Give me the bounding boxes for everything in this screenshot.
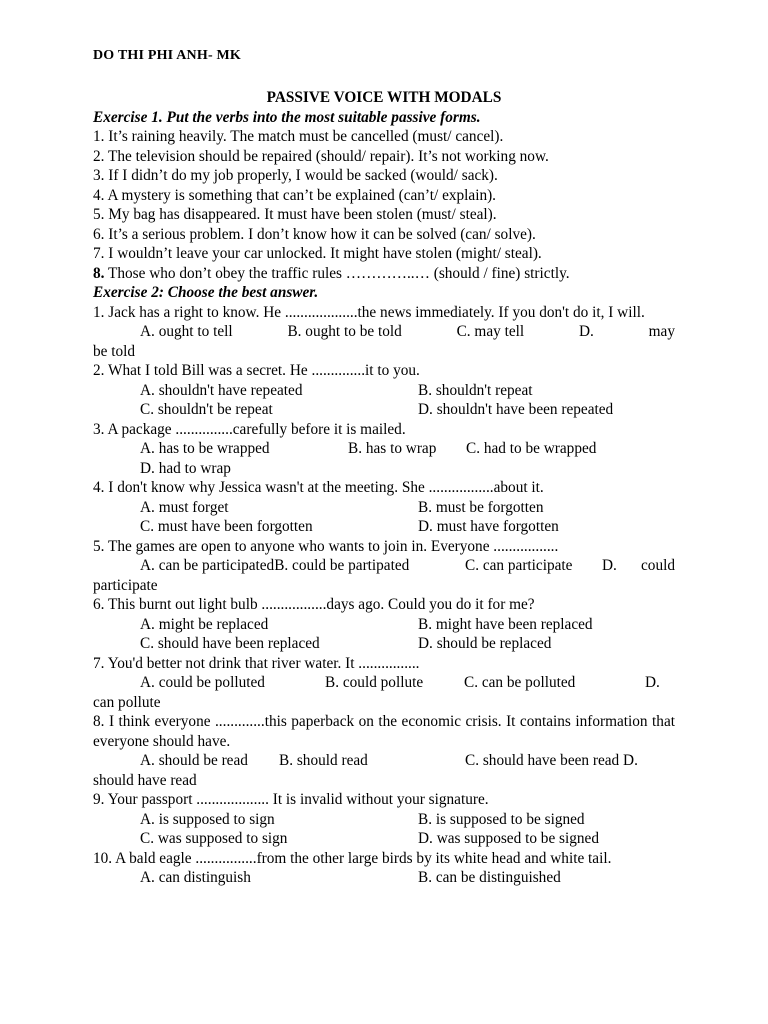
ex1-item: 6. It’s a serious problem. I don’t know how it can be solved (can/ solve). bbox=[93, 225, 536, 243]
ex1-item8-text: Those who don’t obey the traffic rules …………..… (should / fine) strictly. bbox=[104, 264, 570, 282]
worksheet-title: PASSIVE VOICE WITH MODALS bbox=[266, 89, 502, 106]
option-a: A. could be polluted bbox=[140, 674, 265, 691]
option-d: D. bbox=[602, 557, 617, 574]
option-b: B. has to wrap bbox=[348, 440, 437, 457]
option-c: C. can be polluted bbox=[464, 674, 576, 691]
option-d: D. must have forgotten bbox=[418, 518, 559, 535]
option-b: B. shouldn't repeat bbox=[418, 381, 533, 399]
option-b: B. could pollute bbox=[325, 674, 424, 691]
option-c: C. was supposed to sign bbox=[140, 830, 288, 847]
option-c: C. had to be wrapped bbox=[466, 440, 597, 457]
option-b: B. should read bbox=[279, 752, 368, 769]
exercise2-title: Exercise 2: Choose the best answer. bbox=[93, 284, 319, 301]
question-7-options bbox=[93, 673, 675, 693]
option-b: B. must be forgotten bbox=[418, 498, 544, 516]
option-b: B. can be distinguished bbox=[418, 869, 561, 886]
question-9-options bbox=[93, 810, 675, 849]
option-b: B. might have been replaced bbox=[418, 615, 593, 633]
option-d: D. bbox=[578, 323, 594, 340]
question-4: 4. I don't know why Jessica wasn't at the meeting. She .................about it. bbox=[93, 479, 544, 496]
option-a: A. might be replaced bbox=[140, 615, 269, 633]
option-a: A. ought to tell bbox=[140, 323, 233, 340]
option-a: A. should be read bbox=[140, 752, 248, 769]
option-d: D. had to wrap bbox=[140, 459, 231, 477]
question-6-options bbox=[93, 615, 675, 654]
question-1-options bbox=[93, 322, 675, 342]
question-8-options bbox=[93, 751, 675, 771]
option-b: B. is supposed to be signed bbox=[418, 810, 585, 828]
option-d-text: could bbox=[641, 557, 675, 574]
option-d: D. was supposed to be signed bbox=[418, 830, 599, 847]
question-4-options bbox=[93, 498, 675, 537]
ex1-item: 4. A mystery is something that can’t be explained (can’t/ explain). bbox=[93, 186, 497, 204]
question-1: 1. Jack has a right to know. He ...................the news immediately. If you don't do it, I will. bbox=[93, 303, 645, 321]
question-8: 8. I think everyone .............this paperback on the economic crisis. It contains information that everyone should have. bbox=[93, 713, 675, 750]
ex1-item: 1. It’s raining heavily. The match must be cancelled (must/ cancel). bbox=[93, 128, 504, 145]
question-9: 9. Your passport ................... It is invalid without your signature. bbox=[93, 791, 489, 808]
question-7-option-continuation: can pollute bbox=[93, 693, 161, 711]
question-1-option-continuation: be told bbox=[93, 342, 136, 360]
option-d: D. should be replaced bbox=[418, 635, 552, 652]
option-a: A. must forget bbox=[140, 498, 229, 516]
ex1-item: 5. My bag has disappeared. It must have been stolen (must/ steal). bbox=[93, 206, 497, 223]
question-10-options bbox=[93, 868, 675, 888]
question-6: 6. This burnt out light bulb .................days ago. Could you do it for me? bbox=[93, 596, 535, 613]
option-c: C. may tell bbox=[456, 323, 525, 340]
option-c: C. shouldn't be repeat bbox=[140, 401, 273, 418]
option-a-b: A. can be participatedB. could be partipated bbox=[140, 557, 410, 574]
option-d: D. bbox=[645, 674, 660, 691]
option-b: B. ought to be told bbox=[287, 323, 402, 340]
option-d-text: may bbox=[648, 323, 675, 340]
question-3-options bbox=[93, 439, 675, 459]
ex1-item8-number: 8. bbox=[93, 264, 105, 282]
ex1-item: 3. If I didn’t do my job properly, I would be sacked (would/ sack). bbox=[93, 167, 498, 184]
ex1-item bbox=[93, 264, 675, 284]
question-2: 2. What I told Bill was a secret. He ..............it to you. bbox=[93, 362, 420, 379]
author-header: DO THI PHI ANH- MK bbox=[93, 48, 242, 63]
ex1-item: 2. The television should be repaired (should/ repair). It’s not working now. bbox=[93, 147, 549, 165]
question-8-option-continuation: should have read bbox=[93, 771, 197, 789]
question-3: 3. A package ...............carefully before it is mailed. bbox=[93, 420, 406, 438]
exercise1-title: Exercise 1. Put the verbs into the most suitable passive forms. bbox=[93, 108, 481, 126]
question-7: 7. You'd better not drink that river water. It ................ bbox=[93, 654, 420, 672]
question-2-options bbox=[93, 381, 675, 420]
question-5-option-continuation: participate bbox=[93, 576, 158, 594]
option-a: A. is supposed to sign bbox=[140, 810, 275, 828]
option-a: A. shouldn't have repeated bbox=[140, 381, 303, 399]
option-a: A. has to be wrapped bbox=[140, 440, 270, 457]
option-d: D. shouldn't have been repeated bbox=[418, 401, 614, 418]
ex1-item: 7. I wouldn’t leave your car unlocked. It might have stolen (might/ steal). bbox=[93, 245, 542, 262]
question-3-option-d-row bbox=[93, 459, 675, 479]
question-5-options bbox=[93, 556, 675, 576]
option-c: C. must have been forgotten bbox=[140, 518, 313, 535]
option-c: C. can participate bbox=[465, 557, 573, 574]
option-c-d: C. should have been read D. bbox=[465, 752, 638, 769]
question-5: 5. The games are open to anyone who wants to join in. Everyone ................. bbox=[93, 537, 559, 555]
question-10: 10. A bald eagle ................from the other large birds by its white head and white tail. bbox=[93, 849, 612, 867]
worksheet-content bbox=[93, 88, 675, 888]
option-a: A. can distinguish bbox=[140, 869, 251, 886]
option-c: C. should have been replaced bbox=[140, 635, 320, 652]
